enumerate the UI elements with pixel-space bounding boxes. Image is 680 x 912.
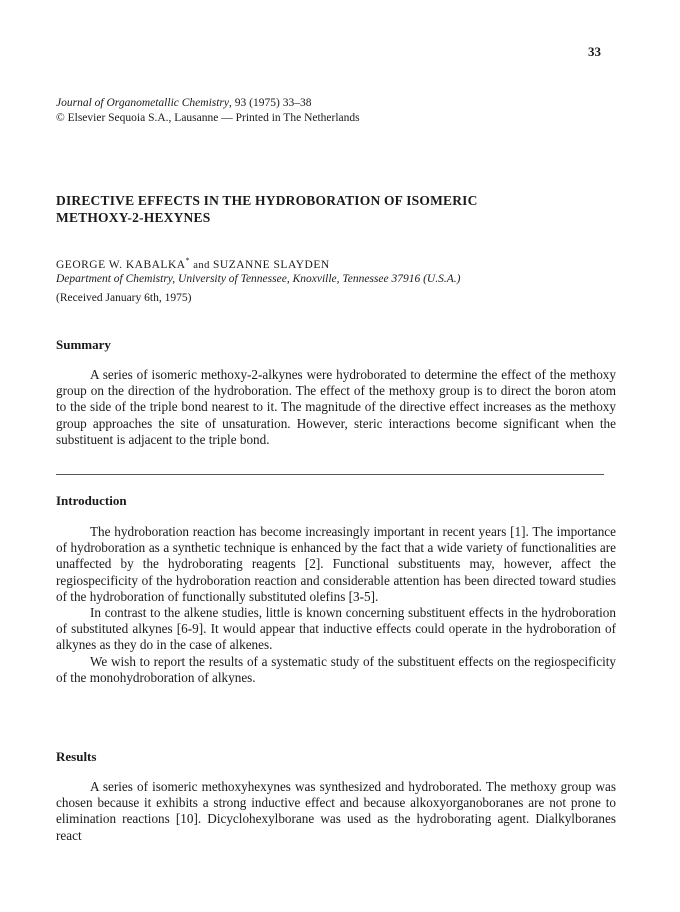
journal-name: Journal of Organometallic Chemistry xyxy=(56,97,230,109)
introduction-paragraph-1: The hydroboration reaction has become increasingly important in recent years [1]. The importance of hydroboration as a synthetic technique is enhanced by the fact that a wide variety of functionalities are unaffected by the hydroborating reagents [2]. Functional substituents may, however, affect the regiospecificity of the hydroboration reaction and considerable attention has been directed toward studies of the hydroboration of functionally substituted olefins [3-5]. xyxy=(56,524,616,604)
journal-header xyxy=(56,96,360,126)
introduction-body xyxy=(56,524,616,686)
summary-body xyxy=(56,367,616,448)
author-footnote-mark: * xyxy=(185,256,191,265)
article-title xyxy=(56,192,616,226)
author-1: GEORGE W. KABALKA xyxy=(56,258,186,271)
author-join: and xyxy=(190,259,213,271)
authors xyxy=(56,256,330,271)
journal-volume: , 93 (1975) 33–38 xyxy=(229,97,312,109)
title-line-2: METHOXY-2-HEXYNES xyxy=(56,210,211,225)
title-line-1: DIRECTIVE EFFECTS IN THE HYDROBORATION OF ISOMERIC xyxy=(56,193,478,208)
page-number: 33 xyxy=(588,44,601,59)
summary-heading: Summary xyxy=(56,337,111,352)
summary-text: A series of isomeric methoxy-2-alkynes were hydroborated to determine the effect of the methoxy group on the direction of the hydroboration. The effect of the methoxy group is to direct the boron atom to the side of the triple bond nearest to it. The magnitude of the directive effect increases as the methoxy group approaches the site of unsaturation. However, steric interactions become significant when the substituent is adjacent to the triple bond. xyxy=(56,367,616,447)
section-divider xyxy=(56,474,604,475)
publisher-line: © Elsevier Sequoia S.A., Lausanne — Printed in The Netherlands xyxy=(56,112,360,124)
introduction-heading: Introduction xyxy=(56,493,127,508)
introduction-paragraph-2: In contrast to the alkene studies, little is known concerning substituent effects in the hydroboration of substituted alkynes [6-9]. It would appear that inductive effects could operate in the hydroboration of alkynes as they do in the case of alkenes. xyxy=(56,605,616,653)
received-date: (Received January 6th, 1975) xyxy=(56,292,192,304)
journal-citation xyxy=(56,96,360,111)
results-paragraph-1: A series of isomeric methoxyhexynes was synthesized and hydroborated. The methoxy group was chosen because it exhibits a strong inductive effect and because alkoxyorganoboranes are not prone to elimination reactions [10]. Dicyclohexylborane was used as the hydroborating agent. Dialkylboranes react xyxy=(56,779,616,843)
introduction-paragraph-3: We wish to report the results of a systematic study of the substituent effects on the regiospecificity of the monohydroboration of alkynes. xyxy=(56,653,616,685)
affiliation: Department of Chemistry, University of Tennessee, Knoxville, Tennessee 37916 (U.S.A.) xyxy=(56,273,461,285)
results-body xyxy=(56,779,616,844)
results-heading: Results xyxy=(56,749,97,764)
author-2: SUZANNE SLAYDEN xyxy=(213,258,330,271)
